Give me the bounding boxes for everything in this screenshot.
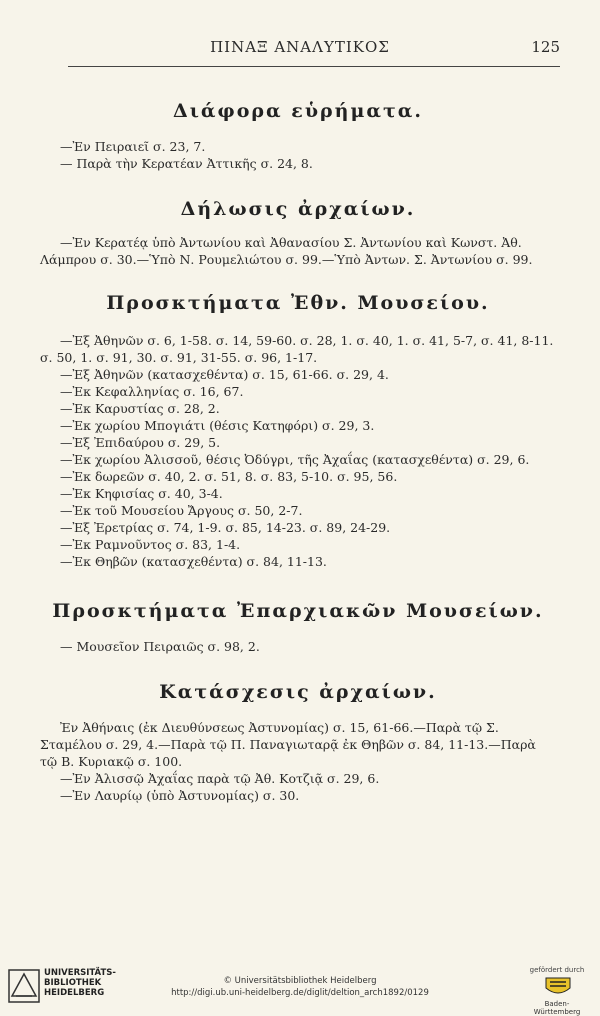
section-entries xyxy=(40,638,556,655)
index-entry: —Ἐξ Ἐρετρίας σ. 74, 1-9. σ. 85, 14-23. σ. 89, 24-29. xyxy=(60,520,391,535)
section-entries xyxy=(40,138,556,172)
index-entry: —Ἐξ Ἐπιδαύρου σ. 29, 5. xyxy=(60,435,221,450)
library-name: UNIVERSITÄTS- BIBLIOTHEK HEIDELBERG xyxy=(44,968,116,998)
index-entry: — Μουσεῖον Πειραιῶς σ. 98, 2. xyxy=(60,639,260,654)
section-heading: Κατάσχεσις ἀρχαίων. xyxy=(159,681,437,703)
copyright-notice: © Universitätsbibliothek Heidelberg xyxy=(223,976,377,986)
index-entry: Ἐν Ἀθήναις (ἐκ Διευθύνσεως Ἀστυνομίας) σ. 15, 61-66.—Παρὰ τῷ Σ. Σταμέλου σ. 29, 4.—Παρὰ τῷ Π. Παναγιωταρᾷ ἐκ Θηβῶν σ. 84, 11-13.—Παρὰ τῷ Β. Κυριακῷ σ. 100. xyxy=(40,720,536,769)
page-number: 125 xyxy=(531,38,560,56)
index-entry: —Ἐκ Ραμνοῦντος σ. 83, 1-4. xyxy=(60,537,241,552)
source-url[interactable]: http://digi.ub.uni-heidelberg.de/diglit/deltion_arch1892/0129 xyxy=(171,988,429,998)
section-heading: Προσκτήματα Ἐπαρχιακῶν Μουσείων. xyxy=(52,600,544,622)
running-header xyxy=(40,38,560,60)
index-entry: —Ἐκ δωρεῶν σ. 40, 2. σ. 51, 8. σ. 83, 5-10. σ. 95, 56. xyxy=(60,469,398,484)
section-heading: Δήλωσις ἀρχαίων. xyxy=(180,198,416,220)
index-entry: —Ἐξ Ἀθηνῶν σ. 6, 1-58. σ. 14, 59-60. σ. 28, 1. σ. 40, 1. σ. 41, 5-7, σ. 41, 8-11. σ. 50, 1. σ. 91, 30. σ. 91, 31-55. σ. 96, 1-17. xyxy=(40,333,554,365)
funder-name: Baden-Württemberg xyxy=(533,1000,581,1016)
index-entry: —Ἐν Πειραιεῖ σ. 23, 7. xyxy=(60,139,206,154)
index-entry: —Ἐκ χωρίου Ἀλισσοῦ, θέσις Ὀδύγρι, τῆς Ἀχαΐας (κατασχεθέντα) σ. 29, 6. xyxy=(60,452,530,467)
digitization-footer xyxy=(0,958,600,1016)
index-entry: —Ἐκ Καρυστίας σ. 28, 2. xyxy=(60,401,220,416)
section-heading: Προσκτήματα Ἐθν. Μουσείου. xyxy=(106,292,490,314)
index-entry: —Ἐκ χωρίου Μπογιάτι (θέσις Κατηφόρι) σ. 29, 3. xyxy=(60,418,375,433)
index-entry: —Ἐκ τοῦ Μουσείου Ἄργους σ. 50, 2-7. xyxy=(60,503,303,518)
section-entries xyxy=(40,719,556,804)
library-logo-icon xyxy=(6,966,42,1006)
section-heading: Διάφορα εὑρήματα. xyxy=(172,100,424,122)
index-entry: —Ἐκ Κεφαλληνίας σ. 16, 67. xyxy=(60,384,244,399)
header-title: ΠΙΝΑΞ ΑΝΑΛΥΤΙΚΟΣ xyxy=(210,38,390,56)
index-entry: —Ἐν Λαυρίῳ (ὑπὸ Ἀστυνομίας) σ. 30. xyxy=(60,788,300,803)
section-entries xyxy=(40,234,556,268)
state-coat-of-arms-icon xyxy=(540,976,576,998)
index-entry: — Παρὰ τὴν Κερατέαν Ἀττικῆς σ. 24, 8. xyxy=(60,156,313,171)
funded-by-label: gefördert durch xyxy=(529,966,585,974)
index-entry: —Ἐν Ἀλισσῷ Ἀχαΐας παρὰ τῷ Ἀθ. Κοτζιᾷ σ. 29, 6. xyxy=(60,771,380,786)
index-entry: —Ἐκ Κηφισίας σ. 40, 3-4. xyxy=(60,486,223,501)
index-entry: —Ἐξ Ἀθηνῶν (κατασχεθέντα) σ. 15, 61-66. σ. 29, 4. xyxy=(60,367,389,382)
section-entries xyxy=(40,332,556,570)
header-rule xyxy=(68,66,560,67)
index-content xyxy=(40,78,556,804)
index-entry: —Ἐν Κερατέᾳ ὑπὸ Ἀντωνίου καὶ Ἀθανασίου Σ. Ἀντωνίου καὶ Κωνστ. Ἀθ. Λάμπρου σ. 30.—Ὑπὸ Ν. Ρουμελιώτου σ. 99.—Ὑπὸ Ἀντων. Σ. Ἀντωνίου σ. 99. xyxy=(40,235,533,267)
index-entry: —Ἐκ Θηβῶν (κατασχεθέντα) σ. 84, 11-13. xyxy=(60,554,327,569)
